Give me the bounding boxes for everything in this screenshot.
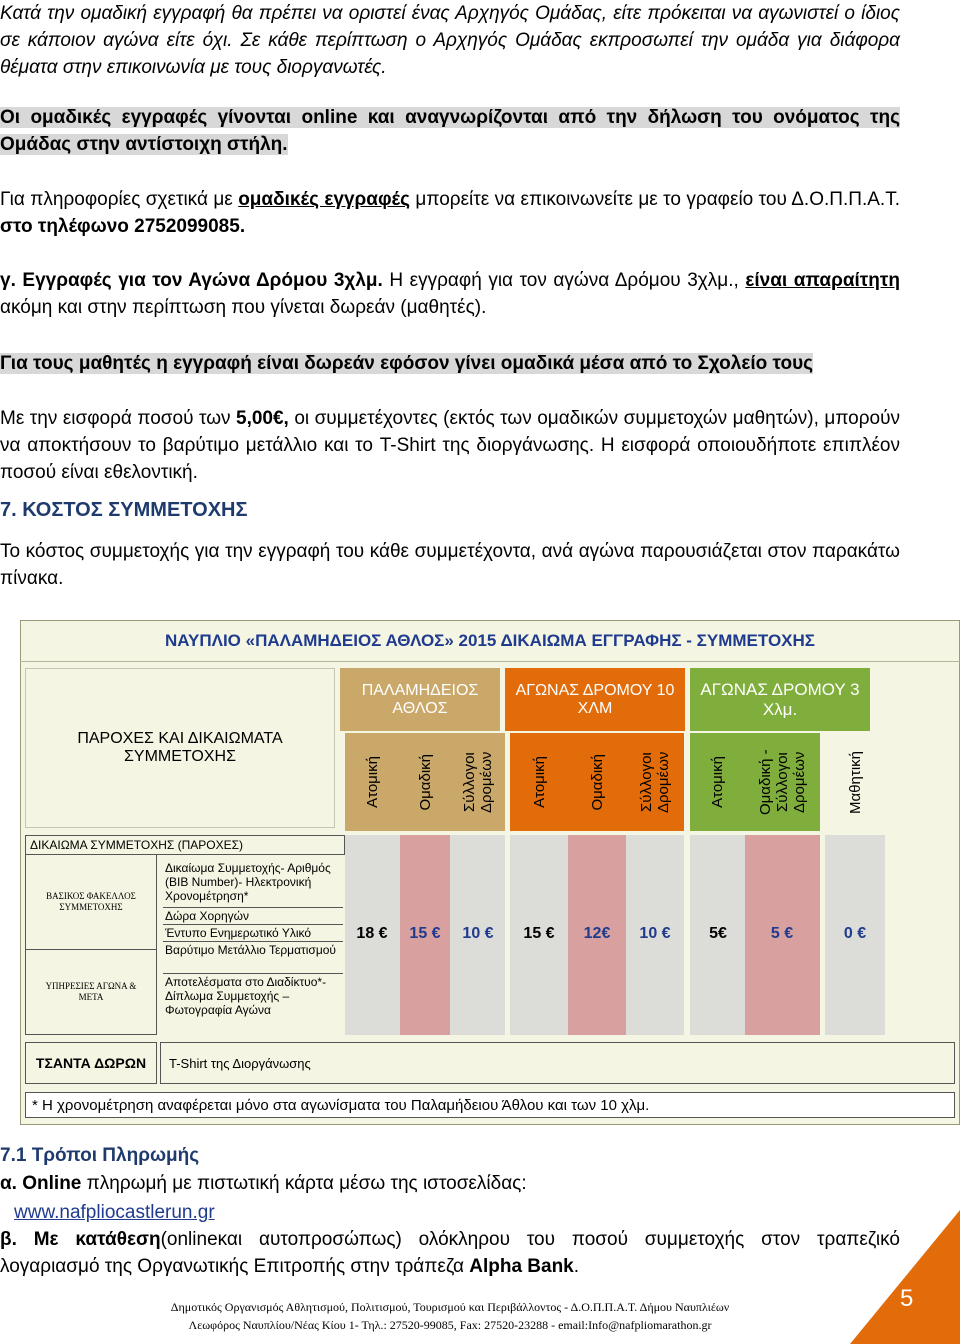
column-header-cell: [745, 733, 820, 831]
payment-deposit-label: β. Με κατάθεση: [0, 1229, 161, 1250]
paragraph-contribution: [0, 405, 900, 486]
bank-name: Alpha Bank: [469, 1256, 574, 1277]
group-header-blank: [875, 668, 955, 731]
paragraph-online-teams: [0, 104, 900, 158]
price-value: 10 €: [462, 925, 494, 942]
item-row: Δικαίωμα Συμμετοχής- Αριθμός (BIB Number)- Ηλεκτρονική Χρονομέτρηση*: [163, 860, 343, 908]
3km-text-d: ακόμη και στην περίπτωση που γίνεται δωρεάν (μαθητές).: [0, 297, 487, 318]
payment-heading: 7.1 Τρόποι Πληρωμής: [0, 1145, 200, 1166]
column-header: Ομαδική - Σύλλογοι Δρομέων: [757, 749, 808, 815]
payment-deposit-text: (onlineκαι αυτοπροσώπως) ολόκληρου του ποσού συμμετοχής στον τραπεζικό λογαριασμό της Οργανωτικής Επιτροπής στην τράπεζα: [0, 1229, 900, 1277]
page-corner-graphic: [850, 1210, 960, 1344]
column-header: Ατομική: [709, 756, 726, 808]
column-header: Σύλλογοι Δρομέων: [638, 751, 672, 813]
item-row: Δώρα Χορηγών: [163, 908, 343, 925]
paragraph-team-leader: Κατά την ομαδική εγγραφή θα πρέπει να οριστεί ένας Αρχηγός Ομάδας, είτε πρόκειται να αγωνιστεί ο ίδιος σε κάποιον αγώνα είτε όχι. Σε κάθε περίπτωση ο Αρχηγός Ομάδας εκπροσωπεί την ομάδα για διάφορα θέματα στην επικοινωνία με τους διοργανωτές.: [0, 3, 900, 78]
price-value: 10 €: [639, 925, 671, 942]
column-header: Ατομική: [530, 756, 548, 808]
3km-title: γ. Εγγραφές για τον Αγώνα Δρόμου 3χλμ.: [0, 270, 383, 291]
race-services-label: ΥΠΗΡΕΣΙΕΣ ΑΓΩΝΑ & ΜΕΤΑ: [25, 950, 157, 1035]
payment-deposit: [0, 1226, 900, 1280]
footer: [0, 1298, 900, 1334]
column-header-cell: [450, 733, 505, 831]
payment-online-bold: Online: [22, 1173, 82, 1194]
footer-line-2: Λεωφόρος Ναυπλίου/Νέας Κίου 1- Τηλ.: 27520-99085, Fax: 27520-23288 - email:Info@nafpliomarathon.gr: [188, 1318, 712, 1332]
payment-online: [0, 1170, 900, 1197]
column-header-cell: [690, 733, 745, 831]
group-header-3km: ΑΓΩΝΑΣ ΔΡΟΜΟΥ 3 Χλμ.: [690, 668, 870, 731]
paragraph-info: [0, 186, 900, 240]
basic-package-label: ΒΑΣΙΚΟΣ ΦΑΚΕΛΛΟΣ ΣΥΜΜΕΤΟΧΗΣ: [25, 855, 157, 950]
paragraph-cost: Το κόστος συμμετοχής για την εγγραφή του κάθε συμμετέχοντα, ανά αγώνα παρουσιάζεται στον παρακάτω πίνακα.: [0, 541, 900, 589]
group-header-palamideios: ΠΑΛΑΜΗΔΕΙΟΣ ΑΘΛΟΣ: [340, 668, 500, 731]
table-footnote: * Η χρονομέτρηση αναφέρεται μόνο στα αγωνίσματα του Παλαμήδειου Άθλου και των 10 χλμ.: [25, 1092, 955, 1118]
column-header-cell: [510, 733, 568, 831]
column-header: Μαθητική: [846, 750, 864, 814]
paragraph-3km: [0, 267, 900, 321]
section-heading-cost: 7. ΚΟΣΤΟΣ ΣΥΜΜΕΤΟΧΗΣ: [0, 499, 248, 521]
contribution-c: οι συμμετέχοντες (εκτός των ομαδικών συμμετοχών μαθητών), μπορούν να αποκτήσουν το βαρύτιμο μετάλλιο και το T-Shirt της διοργάνωσης. Η εισφορά οποιουδήποτε επιπλέον ποσού είναι εθελοντική.: [0, 408, 900, 483]
column-header: Ομαδική: [588, 753, 606, 811]
team-registrations-link-text: ομαδικές εγγραφές: [238, 189, 410, 210]
footer-line-1: Δημοτικός Οργανισμός Αθλητισμού, Πολιτισμού, Τουρισμού και Περιβάλλοντος - Δ.Ο.Π.Π.Α.Τ. Δήμου Ναυπλιέων: [170, 1300, 730, 1314]
column-header-cell: [345, 733, 400, 831]
students-text: Για τους μαθητές η εγγραφή είναι δωρεάν εφόσον γίνει ομαδικά μέσα από το Σχολείο τους: [0, 353, 814, 374]
item-row: Αποτελέσματα στο Διαδίκτυο*-Δίπλωμα Συμμετοχής – Φωτογραφία Αγώνα: [165, 975, 327, 1017]
info-text-a: Για πληροφορίες σχετικά με: [0, 189, 239, 210]
item-row: Έντυπο Ενημερωτικό Υλικό: [163, 925, 343, 942]
contribution-a: Με την εισφορά ποσού των: [0, 408, 237, 429]
table-title: ΝΑΥΠΛΙΟ «ΠΑΛΑΜΗΔΕΙΟΣ ΑΘΛΟΣ» 2015 ΔΙΚΑΙΩΜΑ ΕΓΓΡΑΦΗΣ - ΣΥΜΜΕΤΟΧΗΣ: [20, 620, 960, 662]
online-teams-text: Οι ομαδικές εγγραφές γίνονται online και αναγνωρίζονται από την δήλωση του ονόματος της Ομάδας στην αντίστοιχη στήλη.: [0, 107, 900, 155]
payment-deposit-end: .: [573, 1256, 580, 1277]
phone-text: στο τηλέφωνο 2752099085.: [0, 216, 246, 237]
price-value: 15 €: [409, 925, 441, 942]
gift-bag-item: T-Shirt της Διοργάνωσης: [160, 1042, 955, 1084]
column-header-cell: [400, 733, 450, 831]
payment-a-label: α.: [0, 1173, 23, 1194]
price-value: 12€: [583, 925, 611, 942]
price-value: 5€: [709, 925, 727, 942]
price-value: 18 €: [356, 925, 388, 942]
column-header-cell: [626, 733, 684, 831]
3km-text-b: Η εγγραφή για τον αγώνα Δρόμου 3χλμ.,: [382, 270, 746, 291]
website-link[interactable]: www.nafpliocastlerun.gr: [14, 1202, 215, 1223]
column-header-cell: [825, 733, 885, 831]
price-value: 0 €: [843, 925, 867, 942]
paragraph-students: [0, 350, 900, 377]
column-header-cell: [568, 733, 626, 831]
item-row: Βαρύτιμο Μετάλλιο Τερματισμού: [163, 942, 343, 974]
contribution-amount: 5,00€,: [236, 408, 289, 429]
price-value: 15 €: [523, 925, 555, 942]
section-title: ΔΙΚΑΙΩΜΑ ΣΥΜΜΕΤΟΧΗΣ (ΠΑΡΟΧΕΣ): [25, 835, 345, 855]
payment-online-text: πληρωμή με πιστωτική κάρτα μέσω της ιστοσελίδας:: [81, 1173, 527, 1194]
price-value: 5 €: [770, 925, 794, 942]
page-number: 5: [900, 1285, 914, 1312]
column-header: Ομαδική: [416, 753, 434, 811]
table-left-header: ΠΑΡΟΧΕΣ ΚΑΙ ΔΙΚΑΙΩΜΑΤΑ ΣΥΜΜΕΤΟΧΗΣ: [25, 668, 335, 828]
required-text: είναι απαραίτητη: [745, 270, 900, 291]
column-header: Ατομική: [364, 756, 381, 808]
group-header-10km: ΑΓΩΝΑΣ ΔΡΟΜΟΥ 10 ΧΛΜ: [505, 668, 685, 731]
column-header: Σύλλογοι Δρομέων: [460, 751, 495, 813]
gift-bag-label: ΤΣΑΝΤΑ ΔΩΡΩΝ: [25, 1042, 157, 1084]
info-text-c: μπορείτε να επικοινωνείτε με το γραφείο του Δ.Ο.Π.Π.Α.Τ.: [410, 189, 901, 210]
